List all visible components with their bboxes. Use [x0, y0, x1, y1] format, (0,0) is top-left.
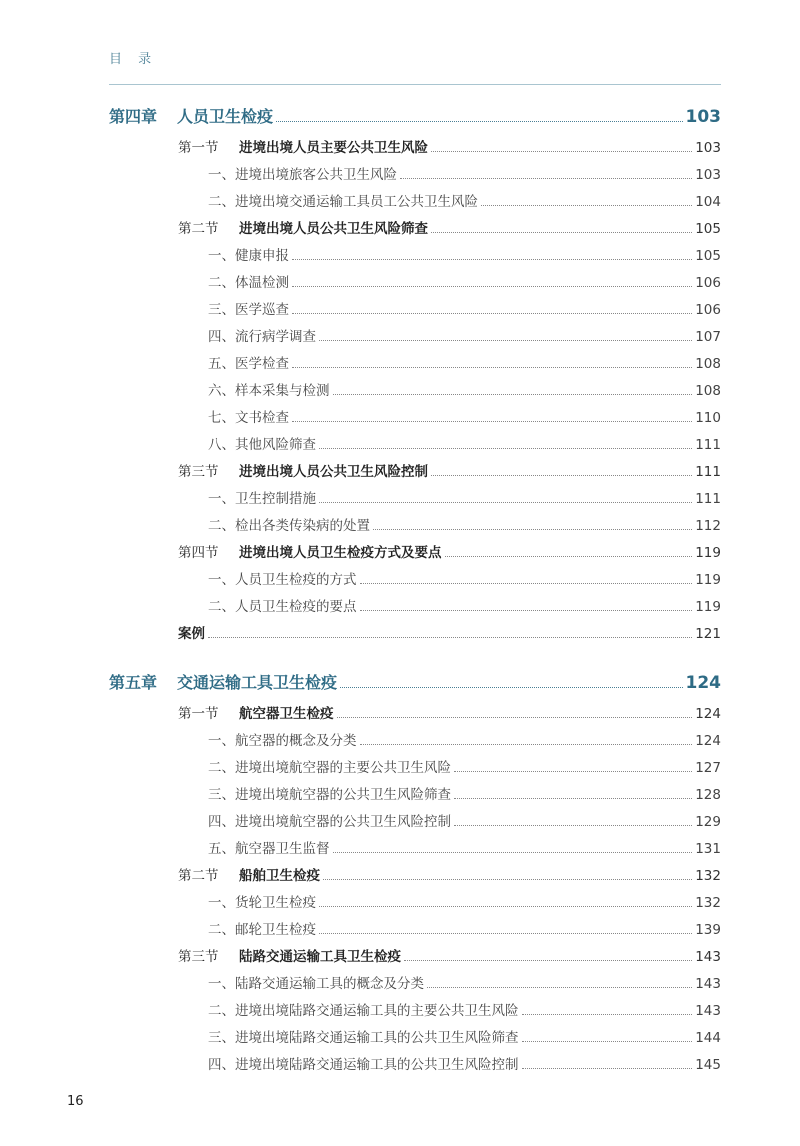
toc-page-number: 132 [695, 868, 721, 884]
toc-page-number: 121 [695, 626, 721, 642]
toc-entry-title: 一、货轮卫生检疫 [208, 895, 316, 911]
toc-section-entry[interactable] [178, 136, 721, 156]
toc-page-number: 143 [695, 1003, 721, 1019]
toc-page-number: 139 [695, 922, 721, 938]
dot-leader [360, 583, 693, 584]
toc-entry-label: 第一节 [178, 706, 219, 722]
dot-leader [292, 286, 692, 287]
toc-page-number: 112 [695, 518, 721, 534]
toc-page-number: 124 [695, 733, 721, 749]
toc-entry-title: 人员卫生检疫 [177, 107, 274, 126]
dot-leader [373, 529, 692, 530]
toc-section-entry[interactable] [178, 217, 721, 237]
toc-entry-title: 进境出境人员公共卫生风险控制 [239, 464, 428, 480]
toc-entry-title: 五、航空器卫生监督 [208, 841, 330, 857]
toc-item-entry[interactable] [208, 837, 721, 857]
toc-item-entry[interactable] [208, 244, 721, 264]
toc-page-number: 124 [685, 673, 721, 693]
dot-leader [292, 259, 692, 260]
toc-entry-title: 六、样本采集与检测 [208, 383, 330, 399]
dot-leader [319, 906, 692, 907]
toc-page-number: 103 [685, 107, 721, 127]
toc-entry-label: 第三节 [178, 949, 219, 965]
toc-entry-title: 四、流行病学调查 [208, 329, 316, 345]
dot-leader [522, 1041, 693, 1042]
toc-entry-title: 三、进境出境陆路交通运输工具的公共卫生风险筛查 [208, 1030, 519, 1046]
toc-page-number: 105 [695, 248, 721, 264]
toc-section-entry[interactable] [178, 460, 721, 480]
dot-leader [454, 798, 692, 799]
toc-page-number: 119 [695, 572, 721, 588]
toc-page-number: 107 [695, 329, 721, 345]
toc-entry-title: 陆路交通运输工具卫生检疫 [239, 949, 401, 965]
toc-entry-title: 三、进境出境航空器的公共卫生风险筛查 [208, 787, 451, 803]
toc-entry-title: 二、体温检测 [208, 275, 289, 291]
toc-page-number: 103 [695, 140, 721, 156]
toc-entry-title: 三、医学巡查 [208, 302, 289, 318]
toc-item-entry[interactable] [208, 568, 721, 588]
toc-page-number: 131 [695, 841, 721, 857]
dot-leader [337, 717, 693, 718]
toc-page-number: 128 [695, 787, 721, 803]
dot-leader [454, 771, 692, 772]
toc-entry-label: 第四章 [109, 107, 158, 126]
toc-entry-title: 二、检出各类传染病的处置 [208, 518, 370, 534]
dot-leader [276, 121, 682, 122]
dot-leader [360, 610, 693, 611]
toc-item-entry[interactable] [208, 595, 721, 615]
toc-entry-title: 船舶卫生检疫 [239, 868, 320, 884]
toc-chapter-entry[interactable] [109, 670, 721, 693]
toc-section-entry[interactable] [178, 622, 721, 642]
toc-entry-title: 航空器卫生检疫 [239, 706, 334, 722]
toc-page-number: 111 [695, 491, 721, 507]
toc-page-number: 143 [695, 976, 721, 992]
toc-page-number: 119 [695, 599, 721, 615]
toc-item-entry[interactable] [208, 298, 721, 318]
toc-item-entry[interactable] [208, 433, 721, 453]
toc-item-entry[interactable] [208, 810, 721, 830]
dot-leader [319, 340, 692, 341]
toc-entry-title: 进境出境人员主要公共卫生风险 [239, 140, 428, 156]
toc-item-entry[interactable] [208, 999, 721, 1019]
dot-leader [333, 852, 693, 853]
dot-leader [319, 502, 692, 503]
toc-entry-title: 七、文书检查 [208, 410, 289, 426]
dot-leader [431, 151, 692, 152]
toc-item-entry[interactable] [208, 406, 721, 426]
toc-page-number: 143 [695, 949, 721, 965]
toc-item-entry[interactable] [208, 756, 721, 776]
dot-leader [340, 687, 682, 688]
toc-entry-label: 第一节 [178, 140, 219, 156]
toc-entry-label: 第四节 [178, 545, 219, 561]
toc-entry-label: 第二节 [178, 221, 219, 237]
dot-leader [522, 1014, 693, 1015]
toc-item-entry[interactable] [208, 325, 721, 345]
dot-leader [404, 960, 692, 961]
dot-leader [208, 637, 692, 638]
toc-item-entry[interactable] [208, 918, 721, 938]
dot-leader [522, 1068, 693, 1069]
toc-chapter-entry[interactable] [109, 104, 721, 127]
toc-entry-label: 第二节 [178, 868, 219, 884]
toc-section-entry[interactable] [178, 945, 721, 965]
toc-entry-title: 四、进境出境航空器的公共卫生风险控制 [208, 814, 451, 830]
toc-section-entry[interactable] [178, 541, 721, 561]
toc-item-entry[interactable] [208, 190, 721, 210]
toc-entry-title: 一、卫生控制措施 [208, 491, 316, 507]
toc-entry-title: 四、进境出境陆路交通运输工具的公共卫生风险控制 [208, 1057, 519, 1073]
toc-page-number: 145 [695, 1057, 721, 1073]
toc-entry-title: 一、人员卫生检疫的方式 [208, 572, 357, 588]
page-number: 16 [67, 1094, 84, 1109]
toc-item-entry[interactable] [208, 352, 721, 372]
toc-page-number: 111 [695, 437, 721, 453]
dot-leader [427, 987, 692, 988]
toc-entry-label: 第五章 [109, 673, 158, 692]
toc-page-number: 108 [695, 383, 721, 399]
dot-leader [431, 232, 692, 233]
toc-entry-title: 二、进境出境航空器的主要公共卫生风险 [208, 760, 451, 776]
dot-leader [319, 448, 692, 449]
toc-page-number: 127 [695, 760, 721, 776]
toc-page-number: 144 [695, 1030, 721, 1046]
toc-entry-title: 交通运输工具卫生检疫 [177, 673, 338, 692]
toc-entry-title: 二、进境出境陆路交通运输工具的主要公共卫生风险 [208, 1003, 519, 1019]
dot-leader [319, 933, 692, 934]
toc-item-entry[interactable] [208, 891, 721, 911]
page-header-title: 目 录 [109, 52, 158, 67]
toc-page-number: 111 [695, 464, 721, 480]
toc-page-number: 106 [695, 302, 721, 318]
toc-item-entry[interactable] [208, 1026, 721, 1046]
toc-entry-title: 二、进境出境交通运输工具员工公共卫生风险 [208, 194, 478, 210]
toc-entry-title: 二、邮轮卫生检疫 [208, 922, 316, 938]
toc-item-entry[interactable] [208, 487, 721, 507]
toc-page-number: 110 [695, 410, 721, 426]
dot-leader [292, 313, 692, 314]
dot-leader [360, 744, 693, 745]
toc-entry-title: 进境出境人员公共卫生风险筛查 [239, 221, 428, 237]
toc-item-entry[interactable] [208, 271, 721, 291]
toc-page-number: 119 [695, 545, 721, 561]
toc-entry-title: 案例 [178, 626, 205, 642]
toc-entry-title: 五、医学检查 [208, 356, 289, 372]
toc-section-entry[interactable] [178, 864, 721, 884]
toc-item-entry[interactable] [208, 379, 721, 399]
toc-entry-title: 一、进境出境旅客公共卫生风险 [208, 167, 397, 183]
dot-leader [292, 367, 692, 368]
dot-leader [400, 178, 692, 179]
toc-entry-title: 八、其他风险筛查 [208, 437, 316, 453]
toc-page-number: 106 [695, 275, 721, 291]
toc-item-entry[interactable] [208, 783, 721, 803]
toc-section-entry[interactable] [178, 702, 721, 722]
toc-entry-title: 二、人员卫生检疫的要点 [208, 599, 357, 615]
toc-page-number: 105 [695, 221, 721, 237]
dot-leader [323, 879, 692, 880]
toc-page-number: 103 [695, 167, 721, 183]
toc-item-entry[interactable] [208, 972, 721, 992]
toc-entry-title: 一、健康申报 [208, 248, 289, 264]
toc-page-number: 108 [695, 356, 721, 372]
toc-page-number: 132 [695, 895, 721, 911]
dot-leader [481, 205, 692, 206]
toc-entry-title: 进境出境人员卫生检疫方式及要点 [239, 545, 442, 561]
dot-leader [292, 421, 692, 422]
toc-page-number: 124 [695, 706, 721, 722]
toc-item-entry[interactable] [208, 729, 721, 749]
toc-item-entry[interactable] [208, 1053, 721, 1073]
toc-item-entry[interactable] [208, 514, 721, 534]
toc-page-number: 129 [695, 814, 721, 830]
dot-leader [445, 556, 693, 557]
toc-page-number: 104 [695, 194, 721, 210]
toc-entry-title: 一、陆路交通运输工具的概念及分类 [208, 976, 424, 992]
dot-leader [431, 475, 692, 476]
dot-leader [333, 394, 693, 395]
toc-item-entry[interactable] [208, 163, 721, 183]
toc-entry-title: 一、航空器的概念及分类 [208, 733, 357, 749]
dot-leader [454, 825, 692, 826]
toc-entry-label: 第三节 [178, 464, 219, 480]
